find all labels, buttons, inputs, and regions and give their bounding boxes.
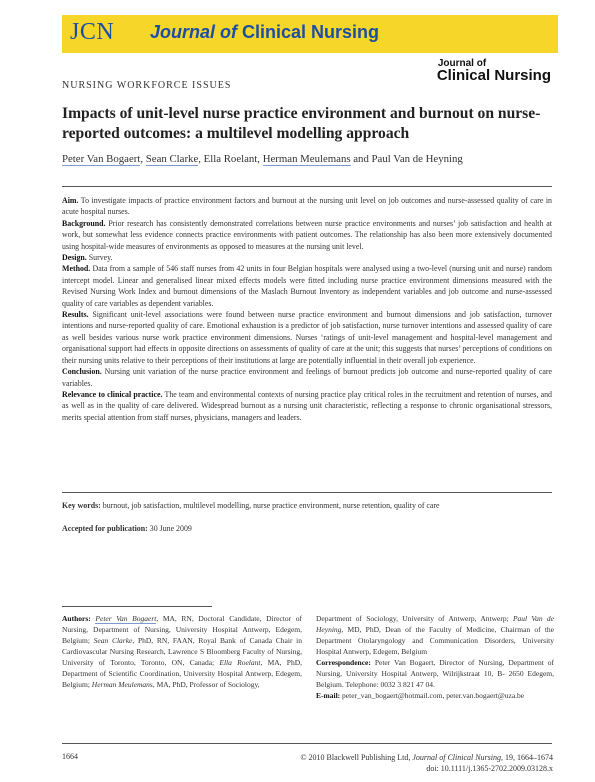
abstract-label: Results. <box>62 310 89 320</box>
accepted-date <box>62 524 192 533</box>
abstract-text: The team and environmental contexts of nursing practice play critical roles in the recruitment and retention of nurses, and as well as in the quality of care delivered. Widespread burnout as a nursing unit characteristic, reflecting a response to chronic organisational stressors, merits special attention from staff nurses, physicians, managers and leaders. <box>62 389 552 422</box>
abstract-background <box>62 218 552 252</box>
abstract-text: Data from a sample of 546 staff nurses from 42 units in four Belgian hospitals were analysed using a two-level (nursing unit and nurse) random intercept model. Linear and generalised linear mixed effects models were fitted including nurse practice environment dimensions measured with the Revised Nursing Work Index and burnout dimensions of the Maslach Burnout Inventory as independent variables and job outcome and nurse-assessed quality of care variables as dependent variables. <box>62 264 552 308</box>
abstract <box>62 195 552 423</box>
abstract-label: Conclusion. <box>62 367 102 377</box>
correspondence-text: Peter Van Bogaert, Director of Nursing, Department of Nursing, University Hospital Antwerp, Wilrijkstraat 10, B- 2650 Edegem, Belgium. Telephone: 0032 3 821 47 04. <box>316 658 554 689</box>
author-name: Paul Van de Heyning <box>316 614 555 634</box>
author-link[interactable]: Herman Meulemans <box>262 153 351 165</box>
abstract-label: Method. <box>62 264 91 274</box>
author-separator: , Ella Roelant, <box>198 153 263 165</box>
page-number: 1664 <box>62 752 78 761</box>
copyright-journal: Journal of Clinical Nursing <box>412 753 501 762</box>
journal-logo-small: Journal of <box>437 58 487 69</box>
abstract-text: Significant unit-level associations were found between nurse practice environment and burnout dimensions and job satisfaction, turnover intentions and nurse-reported quality of care. Emotional exhaustion is a predictor of job satisfaction, nurse turnover intentions and assessed quality of care as well besides various nurse work practice environment dimensions. Nurses ‘ratings of unit-level management and hospital-level management and organisational support had effects in opposite directions on assessments of quality of care at the unit; this suggests that nurses’ perceptions of conditions on their nursing units relative to their perceptions of their institutions at large are potentially influential in their overall job experience. <box>62 310 552 365</box>
author-name: Sean Clarke <box>93 636 133 645</box>
journal-title-rest: Clinical Nursing <box>237 22 380 42</box>
journal-title-italic: Journal of <box>150 22 238 42</box>
section-heading: NURSING WORKFORCE ISSUES <box>62 80 232 91</box>
abstract-design <box>62 252 552 263</box>
abstract-label: Relevance to clinical practice. <box>62 389 163 399</box>
author-name: Ella Roelant <box>219 658 261 667</box>
journal-title <box>150 22 379 43</box>
journal-logo <box>437 58 551 84</box>
copyright-volume: , 19, 1664–1674 <box>501 753 553 762</box>
affiliation-text: Department of Sociology, University of Antwerp, Antwerp; <box>316 614 513 623</box>
doi-text[interactable]: doi: 10.1111/j.1365-2702.2009.03128.x <box>426 764 553 773</box>
divider-top <box>62 186 552 187</box>
article-title: Impacts of unit-level nurse practice environment and burnout on nurse-reported outcomes: a multilevel modelling approach <box>62 105 541 142</box>
keywords-label: Key words: <box>62 501 101 510</box>
email-address[interactable]: peter_van_bogaert@hotmail.com, peter.van.bogaert@uza.be <box>340 691 525 700</box>
authors-label: Authors: <box>62 614 91 623</box>
affiliation-text: , MA, PhD, Professor of Sociology, <box>152 680 260 689</box>
author-separator: and Paul Van de Heyning <box>350 153 463 165</box>
abstract-results <box>62 309 552 366</box>
abstract-label: Background. <box>62 218 106 228</box>
author-list <box>62 153 463 165</box>
affiliation-text: , MD, PhD, Dean of the Faculty of Medicine, Chairman of the Department Otolaryngology and Communication Disorders, University Hospital Antwerp, Edegem, Belgium <box>316 625 554 656</box>
correspondence-label: Correspondence: <box>316 658 371 667</box>
author-link[interactable]: Sean Clarke <box>145 153 199 165</box>
divider-abstract-end <box>62 492 552 493</box>
divider-bottom <box>62 743 552 744</box>
abstract-text: To investigate impacts of practice environment factors and burnout at the nursing unit level on job outcomes and nurse-assessed quality of care in acute hospital nurses. <box>62 196 552 217</box>
affiliation-text: , MA, PhD, Department of Scientific Coordination, University Hospital Antwerp, Edegem, Belgium; <box>62 658 302 689</box>
abstract-label: Aim. <box>62 196 79 205</box>
email-label: E-mail: <box>316 691 341 700</box>
accepted-text: 30 June 2009 <box>147 524 192 533</box>
affiliation-text: , MA, RN, Doctoral Candidate, Director of Nursing, Department of Nursing, University Hospital Antwerp, Edegem, Belgium; <box>62 614 303 645</box>
abstract-conclusion <box>62 366 552 389</box>
footnote-rule <box>62 606 212 607</box>
abstract-text: Nursing unit variation of the nurse practice environment and feelings of burnout predicts job outcome and nurse-reported quality of care variables. <box>62 367 552 388</box>
copyright <box>253 752 553 774</box>
abstract-relevance <box>62 389 552 423</box>
author-name: Herman Meulemans <box>91 680 153 689</box>
abstract-aim <box>62 195 552 218</box>
accepted-label: Accepted for publication: <box>62 524 148 533</box>
copyright-text: © 2010 Blackwell Publishing Ltd, <box>300 753 413 762</box>
keywords-text: burnout, job satisfaction, multilevel modelling, nurse practice environment, nurse retention, quality of care <box>100 501 440 510</box>
author-link[interactable]: Peter Van Bogaert <box>62 153 141 165</box>
affiliation-text: , PhD, RN, FAAN, Royal Bank of Canada Chair in Cardiovascular Nursing Research, Lawrence S Bloomberg Faculty of Nursing, University of Toronto, Toronto, ON, Canada; <box>62 636 302 667</box>
journal-logo-big: Clinical Nursing <box>436 67 551 84</box>
journal-abbreviation: JCN <box>70 19 115 45</box>
abstract-method <box>62 263 552 309</box>
author-link[interactable]: Peter Van Bogaert <box>95 614 157 623</box>
correspondence-block <box>316 613 554 701</box>
author-separator: , <box>140 153 146 165</box>
journal-banner <box>62 15 558 53</box>
keywords <box>62 501 552 510</box>
abstract-text: Prior research has consistently demonstrated correlations between nurse practice environments and nurses’ job satisfaction and health at work, but somewhat less evidence connects practice environments with patient outcomes. The relationship has also been more extensively documented using hospital-wide measures of environments as opposed to measures at the nursing unit level. <box>62 218 552 251</box>
author-affiliations <box>62 613 302 690</box>
abstract-label: Design. <box>62 253 87 263</box>
abstract-text: Survey. <box>86 253 113 263</box>
